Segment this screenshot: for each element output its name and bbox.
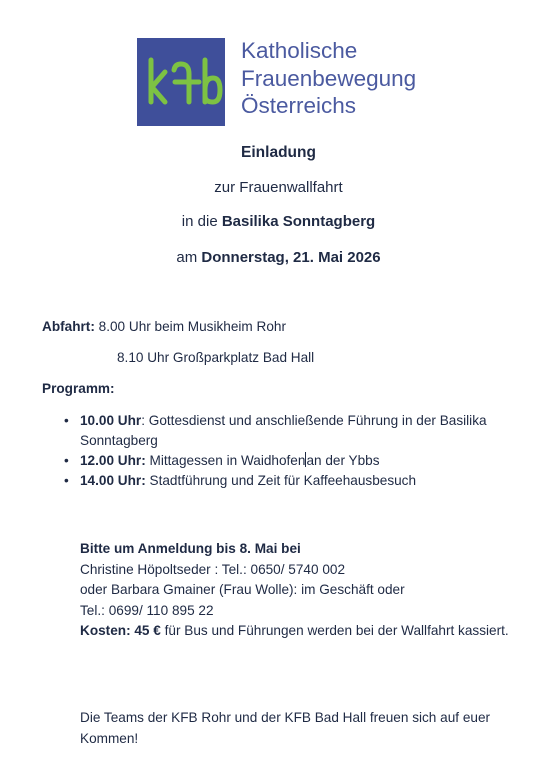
kfb-logo-mark xyxy=(137,38,225,126)
logo-line-3: Österreichs xyxy=(241,93,357,118)
program-time: 10.00 Uhr xyxy=(80,413,142,428)
program-text: : Gottesdienst und anschließende Führung in der Basilika Sonntagberg xyxy=(80,413,487,448)
departure-second: 8.10 Uhr Großparkplatz Bad Hall xyxy=(117,350,315,365)
departure-line-1 xyxy=(42,319,286,334)
registration-title: Bitte um Anmeldung bis 8. Mai bei xyxy=(80,541,301,556)
date-prefix: am xyxy=(176,249,198,266)
cost-label: Kosten: 45 € xyxy=(80,623,161,638)
program-text-continued: an der Ybbs xyxy=(306,453,380,468)
page-heading: Einladung xyxy=(241,144,316,161)
departure-label: Abfahrt: xyxy=(42,319,95,334)
program-text: Mittagessen in Waidhofen xyxy=(149,453,306,468)
date-value: Donnerstag, 21. Mai 2026 xyxy=(201,249,381,266)
svg-text:kfb: kfb xyxy=(180,122,182,123)
destination-place: Basilika Sonntagberg xyxy=(221,213,376,230)
program-time: 14.00 Uhr: xyxy=(80,473,146,488)
cost-line xyxy=(80,621,530,642)
registration-line-3: Tel.: 0699/ 110 895 22 xyxy=(80,602,214,618)
list-item xyxy=(64,451,524,471)
kfb-logo-wordmark xyxy=(241,37,416,120)
cost-text: für Bus und Führungen werden bei der Wallfahrt kassiert. xyxy=(164,623,509,638)
destination-line xyxy=(0,213,557,230)
registration-line-2: oder Barbara Gmainer (Frau Wolle): im Geschäft oder xyxy=(80,582,405,597)
list-item xyxy=(64,411,524,451)
destination-prefix: in die xyxy=(181,213,218,230)
kfb-logo xyxy=(137,38,517,126)
registration-line-1: Christine Höpoltseder : Tel.: 0650/ 5740 002 xyxy=(80,561,345,577)
registration-block xyxy=(80,539,530,642)
logo-line-2: Frauenbewegung xyxy=(241,65,417,91)
closing-text: Die Teams der KFB Rohr und der KFB Bad Hall freuen sich auf euer Kommen! xyxy=(80,710,491,746)
program-list xyxy=(64,411,524,491)
program-text: Stadtführung und Zeit für Kaffeehausbesuch xyxy=(149,473,417,488)
program-time: 12.00 Uhr: xyxy=(80,453,146,468)
departure-first: 8.00 Uhr beim Musikheim Rohr xyxy=(98,319,286,334)
program-label: Programm: xyxy=(42,381,115,396)
logo-line-1: Katholische xyxy=(241,38,358,63)
list-item xyxy=(64,471,524,491)
date-line xyxy=(0,249,557,266)
subtitle: zur Frauenwallfahrt xyxy=(214,179,343,196)
